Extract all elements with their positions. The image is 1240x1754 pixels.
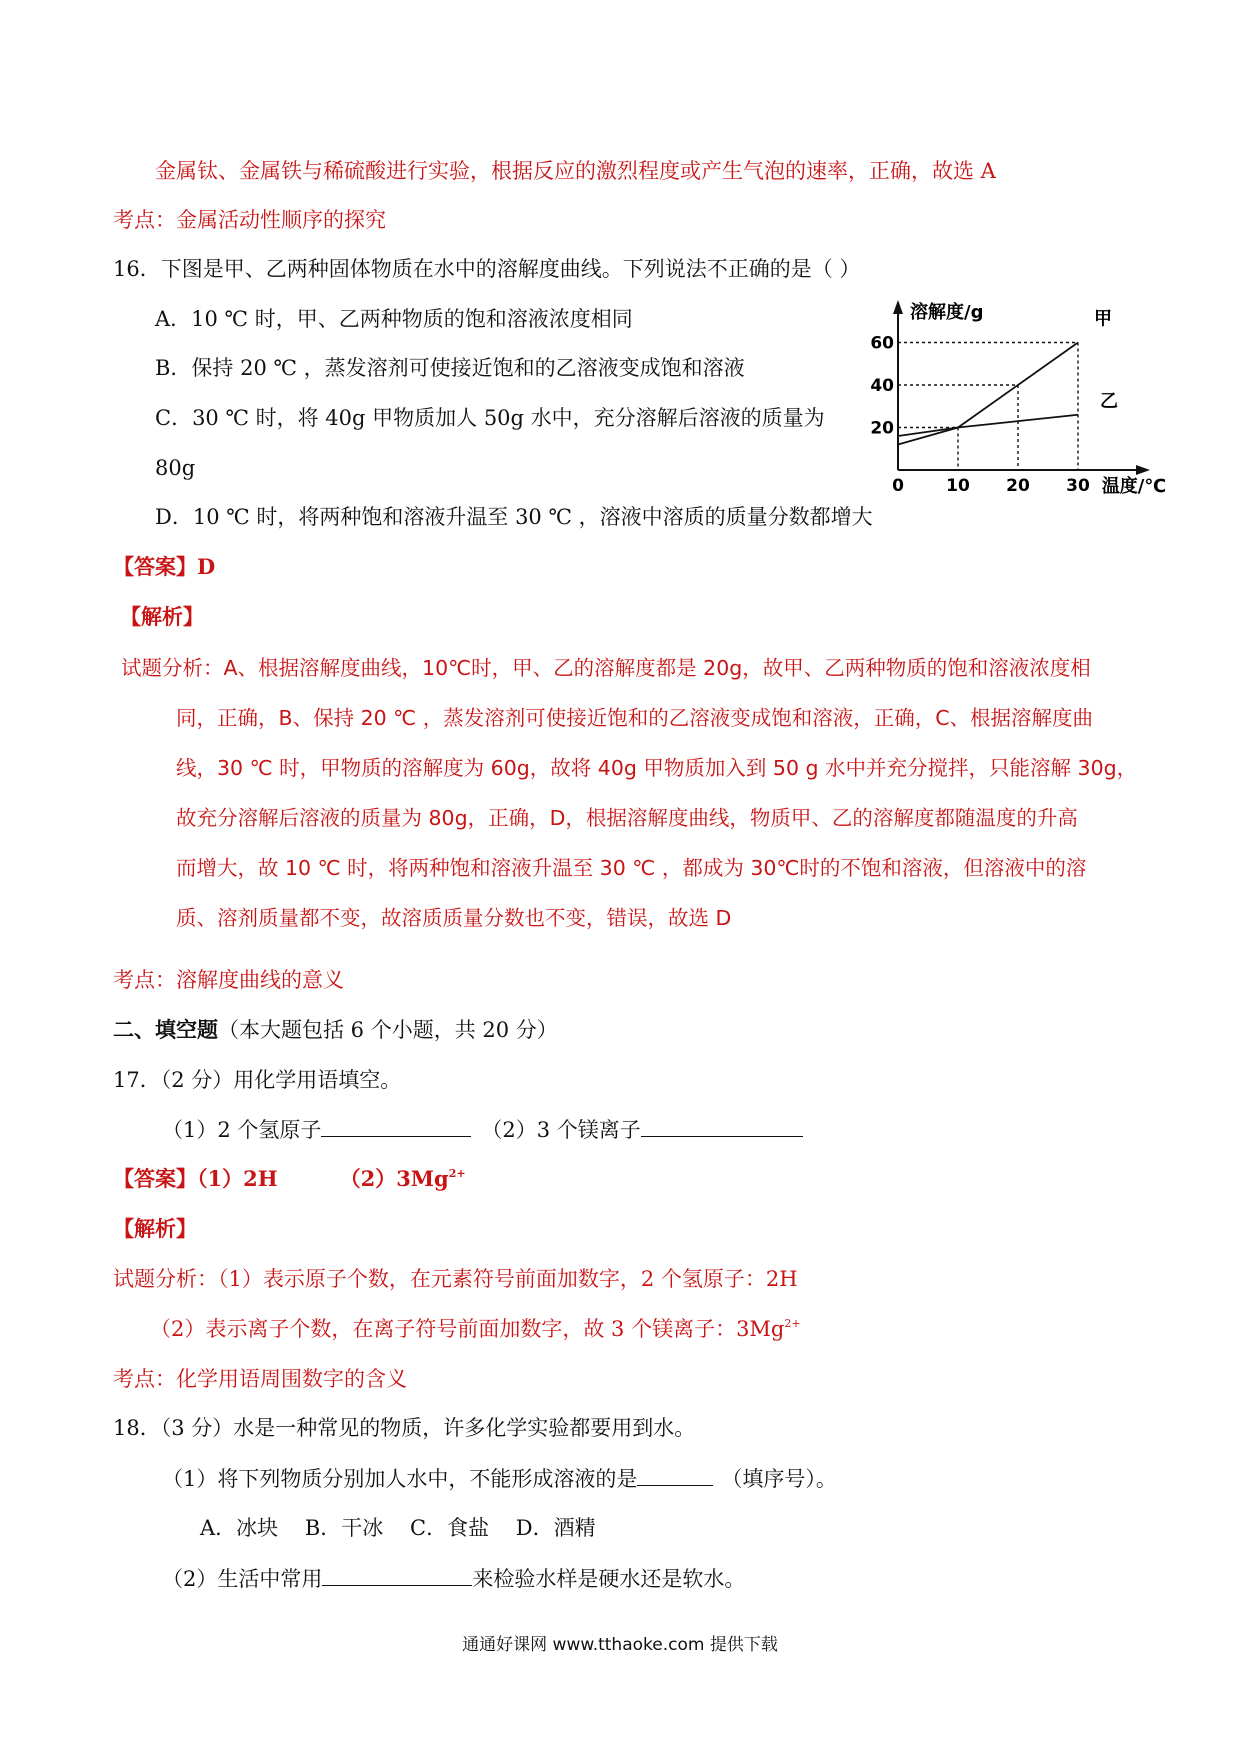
analysis-line: 而增大，故 10 ℃ 时，将两种饱和溶液升温至 30 ℃ ，都成为 30℃时的不饱和溶液，但溶液中的溶 <box>176 856 1087 880</box>
analysis-line: 试题分析：A、根据溶解度曲线，10℃时，甲、乙的溶解度都是 20g，故甲、乙两种物质的饱和溶液浓度相 <box>121 656 1091 680</box>
charge-superscript: 2+ <box>448 1167 466 1180</box>
answer-blank[interactable] <box>322 1563 472 1586</box>
part-1-text: （1）将下列物质分别加人水中，不能形成溶液的是 <box>162 1467 638 1491</box>
option-b: B．保持 20 ℃ ，蒸发溶剂可使接近饱和的乙溶液变成饱和溶液 <box>155 356 745 380</box>
x-axis-arrow <box>1136 465 1150 475</box>
series-label: 甲 <box>1094 308 1112 330</box>
section-title: 二、填空题 <box>113 1017 218 1042</box>
x-tick-label: 10 <box>946 476 970 496</box>
part-2-label: （2）3 个镁离子 <box>481 1118 641 1142</box>
answer-blank[interactable] <box>641 1114 803 1137</box>
x-tick-label: 30 <box>1066 476 1090 496</box>
y-tick-label: 20 <box>870 418 894 439</box>
series-line <box>898 343 1078 445</box>
analysis-line <box>150 1314 801 1344</box>
option-c: C．30 ℃ 时，将 40g 甲物质加人 50g 水中，充分溶解后溶液的质量为 <box>155 406 825 430</box>
kaodian: 考点：金属活动性顺序的探究 <box>113 208 386 232</box>
analysis-text: （2）表示离子个数，在离子符号前面加数字，故 3 个镁离子：3Mg <box>150 1317 785 1341</box>
part-2-suffix: 来检验水样是硬水还是软水。 <box>472 1567 746 1591</box>
y-axis-arrow <box>893 300 903 314</box>
y-axis-title: 溶解度/g <box>910 302 984 323</box>
option-d: D．10 ℃ 时，将两种饱和溶液升温至 30 ℃ ，溶液中溶质的质量分数都增大 <box>155 505 873 529</box>
y-tick-label: 40 <box>870 376 894 396</box>
x-axis-title: 温度/℃ <box>1101 476 1167 497</box>
y-tick-label: 60 <box>870 333 894 354</box>
answer-label: 【答案】 <box>113 1166 197 1191</box>
answer-16: 【答案】D <box>113 554 216 579</box>
charge-superscript: 2+ <box>784 1317 801 1330</box>
analysis-line: 线，30 ℃ 时，甲物质的溶解度为 60g，故将 40g 甲物质加入到 50 g 水中并充分搅拌，只能溶解 30g， <box>176 756 1138 780</box>
question-18-part-2 <box>162 1563 745 1594</box>
kaodian: 考点：溶解度曲线的意义 <box>113 968 344 992</box>
x-tick-label: 20 <box>1006 476 1030 496</box>
analysis-title-16: 【解析】 <box>120 604 204 629</box>
answer-part-1: （1）2H <box>197 1166 278 1191</box>
question-18-options: A．冰块 B．干冰 C．食盐 D．酒精 <box>200 1516 596 1540</box>
analysis-line: 同，正确，B、保持 20 ℃ ，蒸发溶剂可使接近饱和的乙溶液变成饱和溶液，正确，C、根据溶解度曲 <box>176 706 1094 730</box>
answer-blank[interactable] <box>637 1463 713 1486</box>
question-17-stem: 17．（2 分）用化学用语填空。 <box>113 1068 402 1092</box>
question-17-parts <box>162 1114 803 1145</box>
analysis-title-17: 【解析】 <box>113 1216 197 1241</box>
question-16-stem: 16．下图是甲、乙两种固体物质在水中的溶解度曲线。下列说法不正确的是（ ） <box>113 257 861 281</box>
part-2-text: （2）生活中常用 <box>162 1567 323 1591</box>
kaodian: 考点：化学用语周围数字的含义 <box>113 1367 407 1391</box>
part-1-suffix: （填序号）。 <box>721 1467 837 1491</box>
option-a: A．10 ℃ 时，甲、乙两种物质的饱和溶液浓度相同 <box>155 307 633 331</box>
footer-credit: 通通好课网 www.tthaoke.com 提供下载 <box>462 1635 778 1655</box>
part-1-label: （1）2 个氢原子 <box>162 1118 322 1142</box>
text-line: 金属钛、金属铁与稀硫酸进行实验，根据反应的激烈程度或产生气泡的速率，正确，故选 A <box>155 159 996 183</box>
x-tick-label: 0 <box>892 476 904 496</box>
analysis-line: 质、溶剂质量都不变，故溶质质量分数也不变，错误，故选 D <box>176 906 732 930</box>
analysis-line: 故充分溶解后溶液的质量为 80g，正确，D，根据溶解度曲线，物质甲、乙的溶解度都随温度的升高 <box>176 806 1078 830</box>
question-18-stem: 18．（3 分）水是一种常见的物质，许多化学实验都要用到水。 <box>113 1416 696 1440</box>
section-note: （本大题包括 6 个小题，共 20 分） <box>218 1018 558 1042</box>
section-heading <box>113 1015 558 1045</box>
question-18-part-1 <box>162 1463 837 1494</box>
answer-17 <box>113 1164 466 1194</box>
answer-blank[interactable] <box>321 1114 471 1137</box>
option-c-cont: 80g <box>155 456 196 480</box>
series-line <box>898 415 1078 436</box>
analysis-line: 试题分析：（1）表示原子个数，在元素符号前面加数字，2 个氢原子：2H <box>113 1267 798 1291</box>
series-label: 乙 <box>1100 390 1118 412</box>
answer-part-2: （2）3Mg <box>339 1166 449 1191</box>
solubility-chart <box>862 296 1172 514</box>
